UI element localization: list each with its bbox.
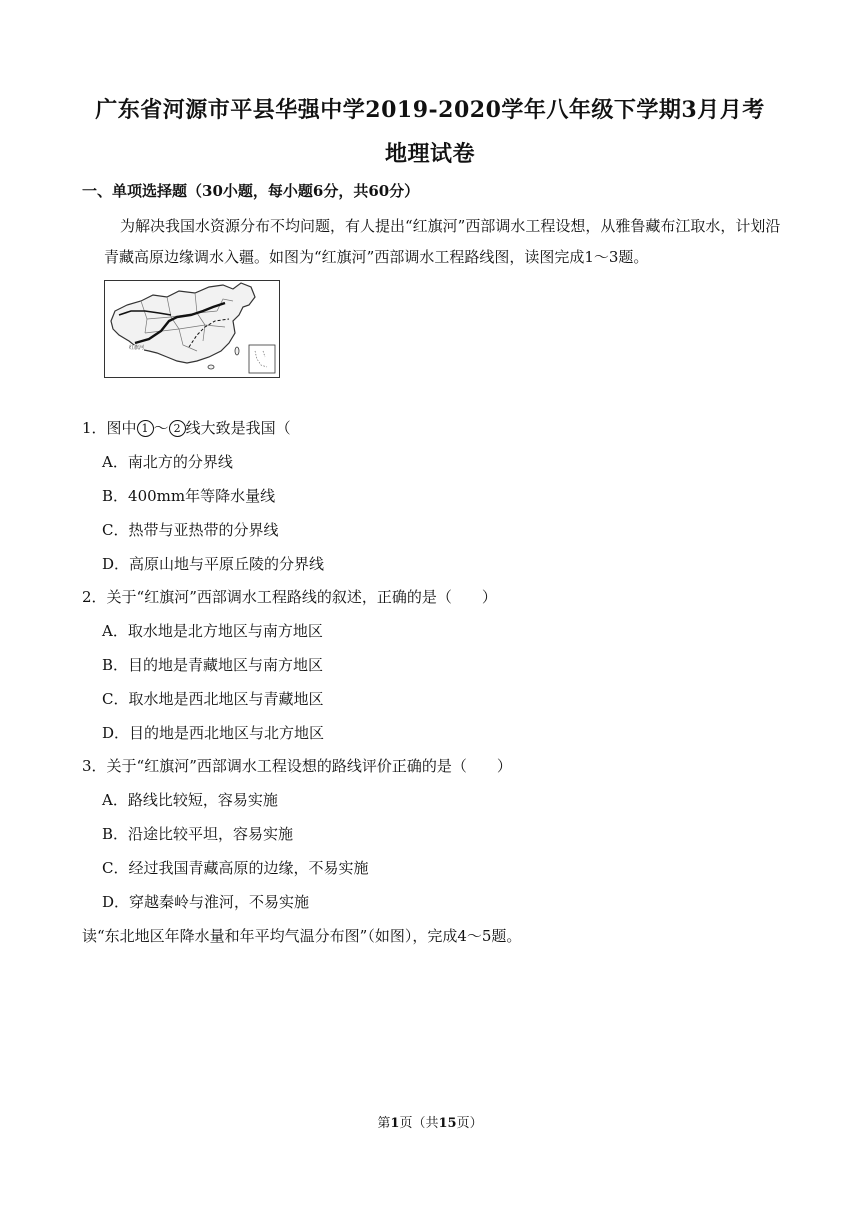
footer-page-number: 1 [390, 1116, 400, 1131]
question-1-prefix: 1．图中 [82, 419, 137, 437]
china-map-figure [104, 280, 280, 378]
footer-post: 页） [456, 1116, 483, 1131]
exam-title-line2: 地理试卷 [384, 141, 475, 167]
question-1-stem [82, 417, 291, 438]
question-1-suffix: 线大致是我国（ [185, 419, 291, 437]
footer-mid: 页（共 [399, 1116, 439, 1131]
question-3-option-d: D．穿越秦岭与淮河，不易实施 [102, 893, 310, 911]
question-3-option-c: C．经过我国青藏高原的边缘，不易实施 [102, 859, 369, 877]
question-1-option-d: D．高原山地与平原丘陵的分界线 [102, 555, 325, 573]
question-3-option-b: B．沿途比较平坦，容易实施 [102, 825, 294, 843]
question-intro: 为解决我国水资源分布不均问题，有人提出“红旗河”西部调水工程设想，从雅鲁藏布江取水，计划沿青藏高原边缘调水入疆。如图为“红旗河”西部调水工程路线图，读图完成1～3题。 [104, 217, 781, 266]
footer-pre: 第 [377, 1116, 391, 1131]
footer-total-pages: 15 [438, 1116, 457, 1131]
circled-number-1: 1 [137, 420, 154, 437]
question-1-option-b: B．400mm年等降水量线 [102, 487, 276, 505]
question-2-stem: 2．关于“红旗河”西部调水工程路线的叙述，正确的是（ ） [82, 588, 497, 606]
question-2-option-b: B．目的地是青藏地区与南方地区 [102, 656, 324, 674]
question-3-option-a: A．路线比较短，容易实施 [102, 791, 278, 809]
question-1-option-a: A．南北方的分界线 [102, 453, 233, 471]
circled-number-2: 2 [169, 420, 186, 437]
page-footer [0, 1112, 860, 1131]
exam-title-line1: 广东省河源市平县华强中学2019-2020学年八年级下学期3月月考 [95, 97, 765, 123]
question-1-option-c: C．热带与亚热带的分界线 [102, 521, 279, 539]
question-3-stem: 3．关于“红旗河”西部调水工程设想的路线评价正确的是（ ） [82, 757, 512, 775]
question-1-separator: ～ [153, 419, 169, 437]
question-2-option-c: C．取水地是西北地区与青藏地区 [102, 690, 324, 708]
section-heading: 一、单项选择题（30小题，每小题6分，共60分） [82, 182, 420, 200]
map-route-label: 红旗河 [129, 345, 145, 351]
questions-4-5-lead: 读“东北地区年降水量和年平均气温分布图”（如图），完成4～5题。 [82, 927, 522, 945]
china-map-image [105, 281, 279, 377]
question-2-option-a: A．取水地是北方地区与南方地区 [102, 622, 323, 640]
question-2-option-d: D．目的地是西北地区与北方地区 [102, 724, 325, 742]
